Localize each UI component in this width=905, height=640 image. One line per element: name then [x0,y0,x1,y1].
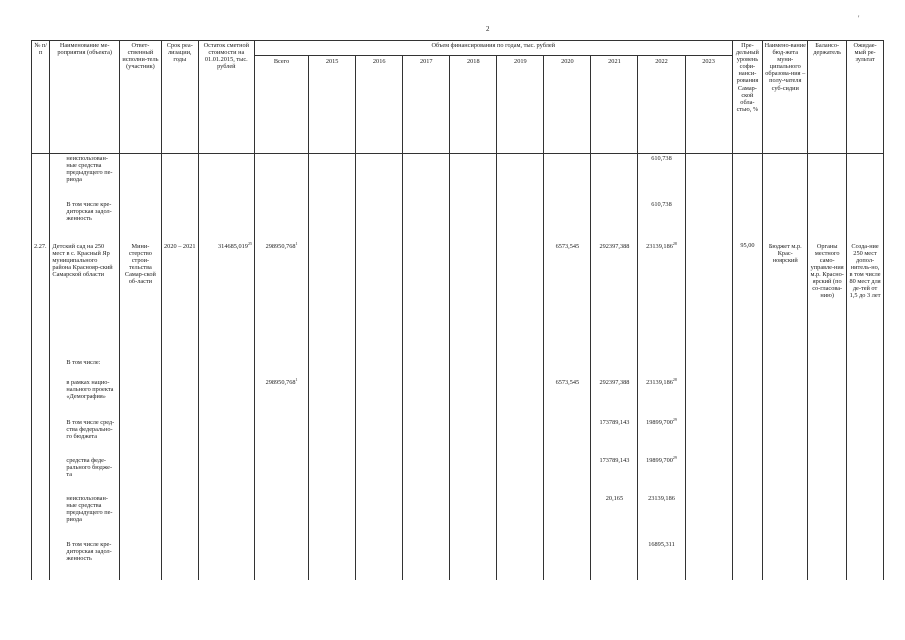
cell-y2023 [685,494,732,540]
cell-y2022 [638,540,685,580]
header-year: 2018 [450,56,497,154]
cell-value: Детский сад на 250 мест в с. Красный Яр муниципального района Краснояр-ский Самарской области [52,242,113,278]
cell-y2016 [356,540,403,580]
header-year: 2020 [544,56,591,154]
cell-value: 292397,388 [599,378,630,386]
footnote-ref: 28 [672,240,677,246]
cell-y2019 [497,200,544,242]
cell-executor [119,154,161,200]
cell-value: Мини-стерство строи-тельства Самар-ской об-ласти [124,242,156,285]
cell-y2023 [685,154,732,200]
cell-y2017 [403,540,450,580]
cell-y2016 [356,418,403,456]
cell-y2020 [544,200,591,242]
cell-value: 16895,311 [648,540,675,548]
cell-num [32,494,50,540]
cell-name [50,358,120,378]
cell-y2015 [309,200,356,242]
cell-y2015 [309,418,356,456]
cell-share [732,540,763,580]
cell-value: 6573,545 [555,378,580,386]
cell-term [161,154,198,200]
cell-share [732,358,763,378]
cell-y2022 [638,154,685,200]
cell-y2021 [591,494,638,540]
cell-y2019 [497,456,544,494]
table-row [32,358,884,378]
cell-executor [119,200,161,242]
header-result: Ожидае-мый ре-зультат [847,41,884,154]
cell-budget [763,200,808,242]
cell-y2016 [356,242,403,358]
footnote-ref: 25 [247,240,252,246]
cell-name [50,378,120,418]
cell-value: 2020 – 2021 [164,242,196,250]
table-row [32,418,884,456]
cell-executor [119,456,161,494]
cell-value: 19899,700 [646,456,673,464]
cell-result [847,200,884,242]
cell-y2015 [309,540,356,580]
cell-y2021 [591,154,638,200]
cell-y2020 [544,242,591,358]
cell-y2018 [450,378,497,418]
cell-y2021 [591,378,638,418]
cell-value: В том числе сред-ства федерально-го бюджета [66,418,115,440]
cell-num [32,200,50,242]
cell-y2020 [544,494,591,540]
cell-value: 19899,700 [646,418,673,426]
cell-y2017 [403,456,450,494]
cell-y2021 [591,540,638,580]
cell-y2022 [638,358,685,378]
cell-holder [808,418,847,456]
cell-budget [763,418,808,456]
cell-result [847,456,884,494]
cell-budget [763,540,808,580]
footnote-ref: 29 [672,416,677,422]
cell-executor [119,378,161,418]
cell-value: неиспользован-ные средства предыдущего пе-риода [66,494,113,523]
cell-y2017 [403,154,450,200]
table-row [32,456,884,494]
cell-y2020 [544,378,591,418]
cell-y2020 [544,154,591,200]
cell-y2020 [544,418,591,456]
cell-y2015 [309,494,356,540]
cell-result [847,540,884,580]
cell-total [254,456,308,494]
table-body [32,154,884,580]
header-share: Пре-дельный уровень софи-нанси-рования Самар-ской обла-стью, % [732,41,763,154]
cell-y2015 [309,456,356,494]
table-row [32,242,884,358]
cell-balance [198,540,254,580]
table-row [32,494,884,540]
cell-value: В том числе: [66,358,101,366]
cell-holder [808,154,847,200]
cell-name [50,418,120,456]
cell-y2017 [403,494,450,540]
cell-share [732,200,763,242]
cell-total [254,418,308,456]
cell-budget [763,378,808,418]
cell-budget [763,494,808,540]
table-row [32,154,884,200]
cell-num [32,418,50,456]
cell-result [847,242,884,358]
cell-value: 314685,019 [218,242,248,250]
cell-executor [119,418,161,456]
header-year: 2021 [591,56,638,154]
cell-total [254,540,308,580]
header-holder: Балансо-держатель [808,41,847,154]
cell-total [254,154,308,200]
cell-balance [198,358,254,378]
cell-value: 298950,768 [265,378,296,386]
cell-y2021 [591,242,638,358]
cell-y2023 [685,540,732,580]
cell-budget [763,154,808,200]
cell-value: 23139,186 [646,242,673,250]
cell-y2021 [591,418,638,456]
cell-y2020 [544,358,591,378]
cell-total [254,378,308,418]
cell-y2017 [403,200,450,242]
cell-total [254,494,308,540]
cell-y2022 [638,378,685,418]
cell-holder [808,540,847,580]
cell-y2015 [309,358,356,378]
cell-name [50,494,120,540]
header-year: 2016 [356,56,403,154]
cell-value: 23139,186 [646,378,673,386]
header-term: Срок реа-лизации, годы [161,41,198,154]
cell-y2018 [450,358,497,378]
cell-term [161,378,198,418]
cell-balance [198,154,254,200]
cell-y2021 [591,358,638,378]
cell-balance [198,200,254,242]
header-name: Наименование ме-роприятия (объекта) [50,41,120,154]
cell-balance [198,418,254,456]
header-year: 2019 [497,56,544,154]
cell-executor [119,358,161,378]
header-budget: Наимено-вание бюд-жета муни-ципального образова-ния – полу-чателя суб-сидии [763,41,808,154]
footnote-ref: 1 [295,240,298,246]
cell-executor [119,494,161,540]
page-number: 2 [486,25,490,33]
cell-budget [763,358,808,378]
cell-y2016 [356,456,403,494]
cell-y2020 [544,456,591,494]
cell-balance [198,494,254,540]
cell-holder [808,200,847,242]
cell-value: 173789,143 [599,456,630,464]
cell-value: средства феде-рального бюдже-та [66,456,113,478]
cell-y2023 [685,242,732,358]
cell-budget [763,456,808,494]
cell-value: 95,00 [740,241,755,249]
table-row [32,378,884,418]
cell-y2017 [403,418,450,456]
cell-share [732,494,763,540]
cell-value: в рамках нацио-нального проекта «Демография» [66,378,114,400]
cell-value: Органы местного само-управле-ния м.р. Красно-ярский (по со-гласова-нию) [810,242,844,300]
cell-total [254,242,308,358]
cell-y2016 [356,494,403,540]
cell-y2018 [450,540,497,580]
cell-result [847,154,884,200]
header-executor: Ответ-ственный исполни-тель (участник) [119,41,161,154]
header-financing: Объем финансирования по годам, тыс. рублей [254,41,732,56]
cell-y2015 [309,242,356,358]
cell-share [732,154,763,200]
cell-y2019 [497,418,544,456]
financing-table [31,40,884,580]
cell-y2017 [403,378,450,418]
cell-y2018 [450,418,497,456]
cell-name [50,540,120,580]
cell-holder [808,456,847,494]
cell-y2021 [591,200,638,242]
header-num: № п/п [32,41,50,154]
cell-value: 298950,768 [265,242,296,250]
cell-y2022 [638,456,685,494]
cell-balance [198,378,254,418]
cell-executor [119,540,161,580]
cell-term [161,494,198,540]
cell-y2016 [356,200,403,242]
footnote-ref: 28 [672,376,677,382]
table-row [32,200,884,242]
cell-value: 23139,186 [648,494,675,502]
cell-result [847,378,884,418]
cell-y2018 [450,494,497,540]
cell-holder [808,242,847,358]
cell-term [161,358,198,378]
cell-holder [808,494,847,540]
cell-y2023 [685,456,732,494]
cell-result [847,358,884,378]
header-year: 2017 [403,56,450,154]
cell-total [254,200,308,242]
cell-share [732,378,763,418]
cell-num [32,456,50,494]
cell-y2019 [497,378,544,418]
cell-num [32,378,50,418]
cell-value: Бюджет м.р. Крас-ноярский [768,242,802,264]
cell-y2022 [638,418,685,456]
cell-num [32,154,50,200]
cell-result [847,494,884,540]
footnote-ref: 1 [295,376,298,382]
table-row [32,540,884,580]
cell-y2018 [450,154,497,200]
cell-num [32,358,50,378]
header-year: 2023 [685,56,732,154]
cell-y2018 [450,200,497,242]
cell-term [161,200,198,242]
cell-value: 292397,388 [599,242,630,250]
cell-value: В том числе кре-диторская задол-женность [66,540,112,562]
cell-value: 20,165 [605,494,624,502]
cell-y2023 [685,378,732,418]
cell-y2022 [638,494,685,540]
cell-share [732,242,763,358]
cell-y2019 [497,540,544,580]
header-total: Всего [254,56,308,154]
cell-total [254,358,308,378]
cell-name [50,242,120,358]
cell-y2018 [450,456,497,494]
scan-mark: ' [858,14,860,23]
cell-value: В том числе кре-диторская задол-женность [66,200,112,222]
cell-y2016 [356,358,403,378]
cell-y2021 [591,456,638,494]
cell-value: 610,738 [651,155,672,162]
cell-y2018 [450,242,497,358]
cell-y2019 [497,358,544,378]
cell-term [161,540,198,580]
cell-y2023 [685,418,732,456]
cell-num [32,242,50,358]
cell-name [50,154,120,200]
cell-y2017 [403,358,450,378]
footnote-ref: 29 [672,454,677,460]
cell-value: 2.27. [34,242,47,250]
cell-y2016 [356,154,403,200]
cell-value: 610,738 [651,200,672,208]
cell-balance [198,456,254,494]
cell-y2019 [497,494,544,540]
cell-share [732,418,763,456]
cell-term [161,242,198,358]
cell-value: 173789,143 [599,418,630,426]
header-balance: Остаток сметной стоимости на 01.01.2015, тыс. рублей [198,41,254,154]
cell-y2022 [638,200,685,242]
cell-result [847,418,884,456]
cell-term [161,456,198,494]
cell-executor [119,242,161,358]
cell-y2022 [638,242,685,358]
cell-value: 6573,545 [555,242,580,250]
header-year: 2015 [309,56,356,154]
cell-y2023 [685,358,732,378]
cell-name [50,200,120,242]
cell-share [732,456,763,494]
cell-y2016 [356,378,403,418]
cell-y2015 [309,378,356,418]
cell-y2015 [309,154,356,200]
cell-value: Созда-ние 250 мест допол-нитель-но, в том числе 80 мест для де-тей от 1,5 до 3 лет [849,242,881,300]
cell-holder [808,378,847,418]
cell-budget [763,242,808,358]
header-year: 2022 [638,56,685,154]
cell-y2023 [685,200,732,242]
cell-value: неиспользован-ные средства предыдущего пе-риода [66,155,113,184]
cell-y2019 [497,242,544,358]
cell-holder [808,358,847,378]
cell-num [32,540,50,580]
cell-y2017 [403,242,450,358]
cell-y2019 [497,154,544,200]
cell-term [161,418,198,456]
cell-y2020 [544,540,591,580]
cell-name [50,456,120,494]
cell-balance [198,242,254,358]
